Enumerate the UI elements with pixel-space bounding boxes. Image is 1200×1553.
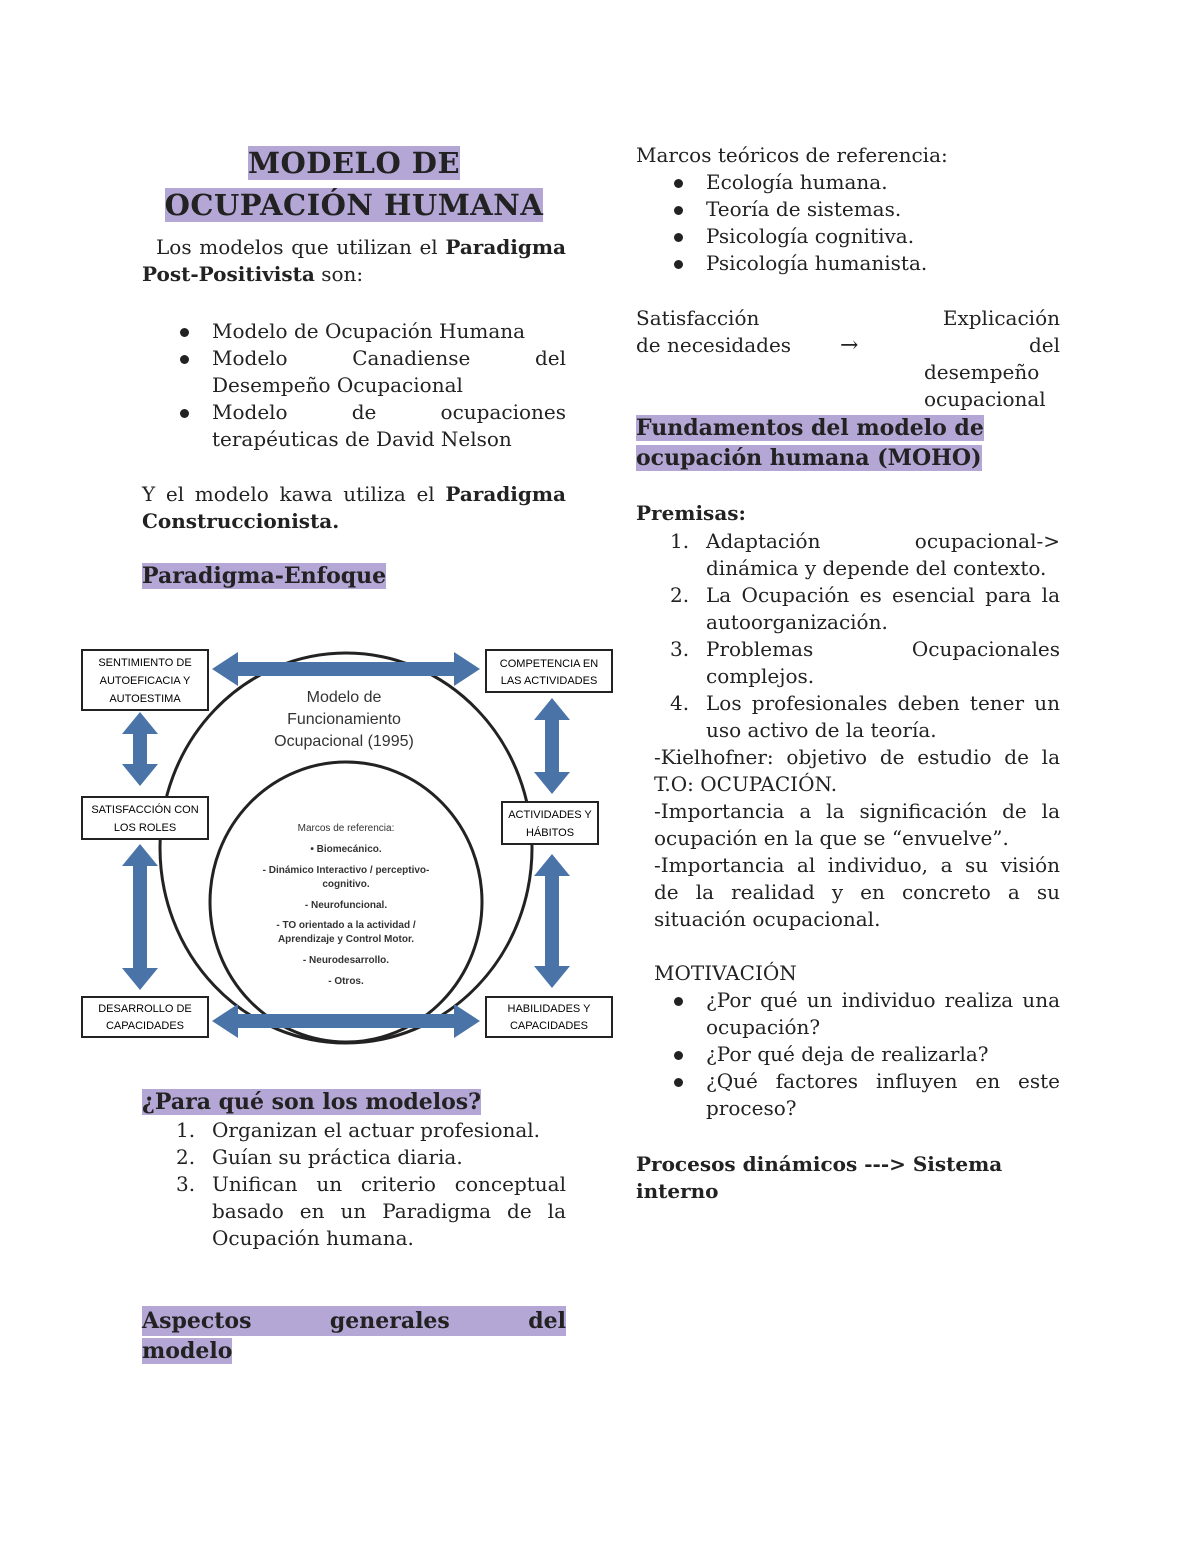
premisas-label: Premisas: bbox=[636, 501, 746, 525]
svg-text:- Neurodesarrollo.: - Neurodesarrollo. bbox=[302, 955, 390, 966]
svg-text:- Otros.: - Otros. bbox=[328, 976, 364, 987]
list-item: 1. Adaptación ocupacional-> dinámica y depende del contexto. bbox=[670, 529, 1060, 580]
arrow-right-icon: → bbox=[840, 333, 859, 358]
marcos-list bbox=[636, 169, 1060, 277]
list-item: Teoría de sistemas. bbox=[636, 196, 1060, 223]
list-item: ¿Qué factores influyen en este proceso? bbox=[636, 1068, 1060, 1122]
heading-aspectos-generales: Aspectos generales del modelo bbox=[142, 1308, 566, 1364]
list-item: 4. Los profesionales deben tener un uso activo de la teoría. bbox=[670, 691, 1060, 742]
heading-paradigma-enfoque: Paradigma-Enfoque bbox=[142, 563, 387, 589]
explicacion-text: Explicación del desempeño ocupacional bbox=[924, 306, 1060, 411]
svg-text:Funcionamiento: Funcionamiento bbox=[287, 711, 401, 728]
heading-fundamentos: Fundamentos del modelo de ocupación humana (MOHO) bbox=[636, 415, 984, 471]
list-item: Psicología cognitiva. bbox=[636, 223, 1060, 250]
left-column-lower bbox=[142, 0, 566, 1553]
svg-text:SENTIMIENTO DE: SENTIMIENTO DE bbox=[98, 657, 192, 669]
premisas-list bbox=[636, 528, 1060, 744]
svg-text:DESARROLLO DE: DESARROLLO DE bbox=[98, 1003, 192, 1015]
svg-text:COMPETENCIA EN: COMPETENCIA EN bbox=[499, 658, 599, 670]
svg-text:- TO orientado a la actividad: - TO orientado a la actividad / bbox=[276, 920, 416, 931]
svg-text:SATISFACCIÓN CON: SATISFACCIÓN CON bbox=[91, 804, 199, 816]
motivacion-title: MOTIVACIÓN bbox=[654, 961, 797, 985]
svg-text:HABILIDADES Y: HABILIDADES Y bbox=[507, 1003, 591, 1015]
heading-para-que: ¿Para qué son los modelos? bbox=[142, 1089, 482, 1115]
list-item: 2. La Ocupación es esencial para la autoorganización. bbox=[670, 583, 1060, 634]
svg-text:- Neurofuncional.: - Neurofuncional. bbox=[304, 900, 388, 911]
right-column bbox=[636, 0, 1060, 1553]
svg-text:LOS ROLES: LOS ROLES bbox=[113, 822, 177, 834]
kawa-paragraph: Y el modelo kawa utiliza el Paradigma Construccionista. bbox=[142, 482, 566, 533]
svg-text:AUTOEFICACIA Y: AUTOEFICACIA Y bbox=[99, 675, 191, 687]
svg-text:cognitivo.: cognitivo. bbox=[322, 879, 370, 890]
list-item: 3. Problemas Ocupacionales complejos. bbox=[670, 637, 1060, 688]
purposes-list bbox=[142, 1117, 566, 1252]
list-item: ¿Por qué un individuo realiza una ocupación? bbox=[636, 987, 1060, 1041]
svg-text:- Dinámico Interactivo / perce: - Dinámico Interactivo / perceptivo- bbox=[262, 865, 430, 876]
svg-text:CAPACIDADES: CAPACIDADES bbox=[509, 1020, 589, 1032]
svg-text:LAS ACTIVIDADES: LAS ACTIVIDADES bbox=[500, 675, 598, 687]
svg-text:• Biomecánico.: • Biomecánico. bbox=[310, 844, 382, 855]
satisfaccion-text: Satisfacción de necesidades bbox=[636, 306, 792, 357]
title-line-2: OCUPACIÓN HUMANA bbox=[164, 188, 544, 222]
list-item: Ecología humana. bbox=[636, 169, 1060, 196]
marcos-title: Marcos teóricos de referencia: bbox=[636, 143, 948, 167]
list-item: ¿Por qué deja de realizarla? bbox=[636, 1041, 1060, 1068]
svg-text:Ocupacional (1995): Ocupacional (1995) bbox=[274, 733, 414, 750]
procesos-dinamicos: Procesos dinámicos ---> Sistema interno bbox=[636, 1152, 1003, 1203]
list-item: Psicología humanista. bbox=[636, 250, 1060, 277]
list-item: 1. Organizan el actuar profesional. bbox=[176, 1118, 541, 1142]
list-item: Modelo de ocupaciones terapéuticas de David Nelson bbox=[142, 399, 566, 453]
motivacion-list bbox=[636, 987, 1060, 1122]
svg-text:Aprendizaje y Control Motor.: Aprendizaje y Control Motor. bbox=[277, 934, 415, 945]
svg-text:ACTIVIDADES Y: ACTIVIDADES Y bbox=[508, 809, 592, 821]
kielhofner-notes: -Kielhofner: objetivo de estudio de la T.O: OCUPACIÓN. -Importancia a la significación de la ocupación en la que se “envuelve”. -Importancia al individuo, a su visión de la realidad y en concreto a su situación ocupacional. bbox=[654, 745, 1060, 931]
list-item: 3. Unifican un criterio conceptual basado en un Paradigma de la Ocupación humana. bbox=[176, 1172, 566, 1250]
intro-paragraph: Los modelos que utilizan el Paradigma Post-Positivista son: bbox=[142, 235, 566, 286]
list-item: Modelo de Ocupación Humana bbox=[142, 318, 566, 345]
list-item: 2. Guían su práctica diaria. bbox=[176, 1145, 463, 1169]
svg-text:HÁBITOS: HÁBITOS bbox=[525, 827, 575, 839]
svg-text:AUTOESTIMA: AUTOESTIMA bbox=[109, 693, 181, 705]
svg-text:CAPACIDADES: CAPACIDADES bbox=[105, 1020, 185, 1032]
svg-text:Marcos de referencia:: Marcos de referencia: bbox=[297, 823, 395, 834]
list-item: Modelo Canadiense del Desempeño Ocupacional bbox=[142, 345, 566, 399]
title-line-1: MODELO DE bbox=[247, 146, 461, 180]
svg-text:Modelo de: Modelo de bbox=[306, 689, 382, 706]
